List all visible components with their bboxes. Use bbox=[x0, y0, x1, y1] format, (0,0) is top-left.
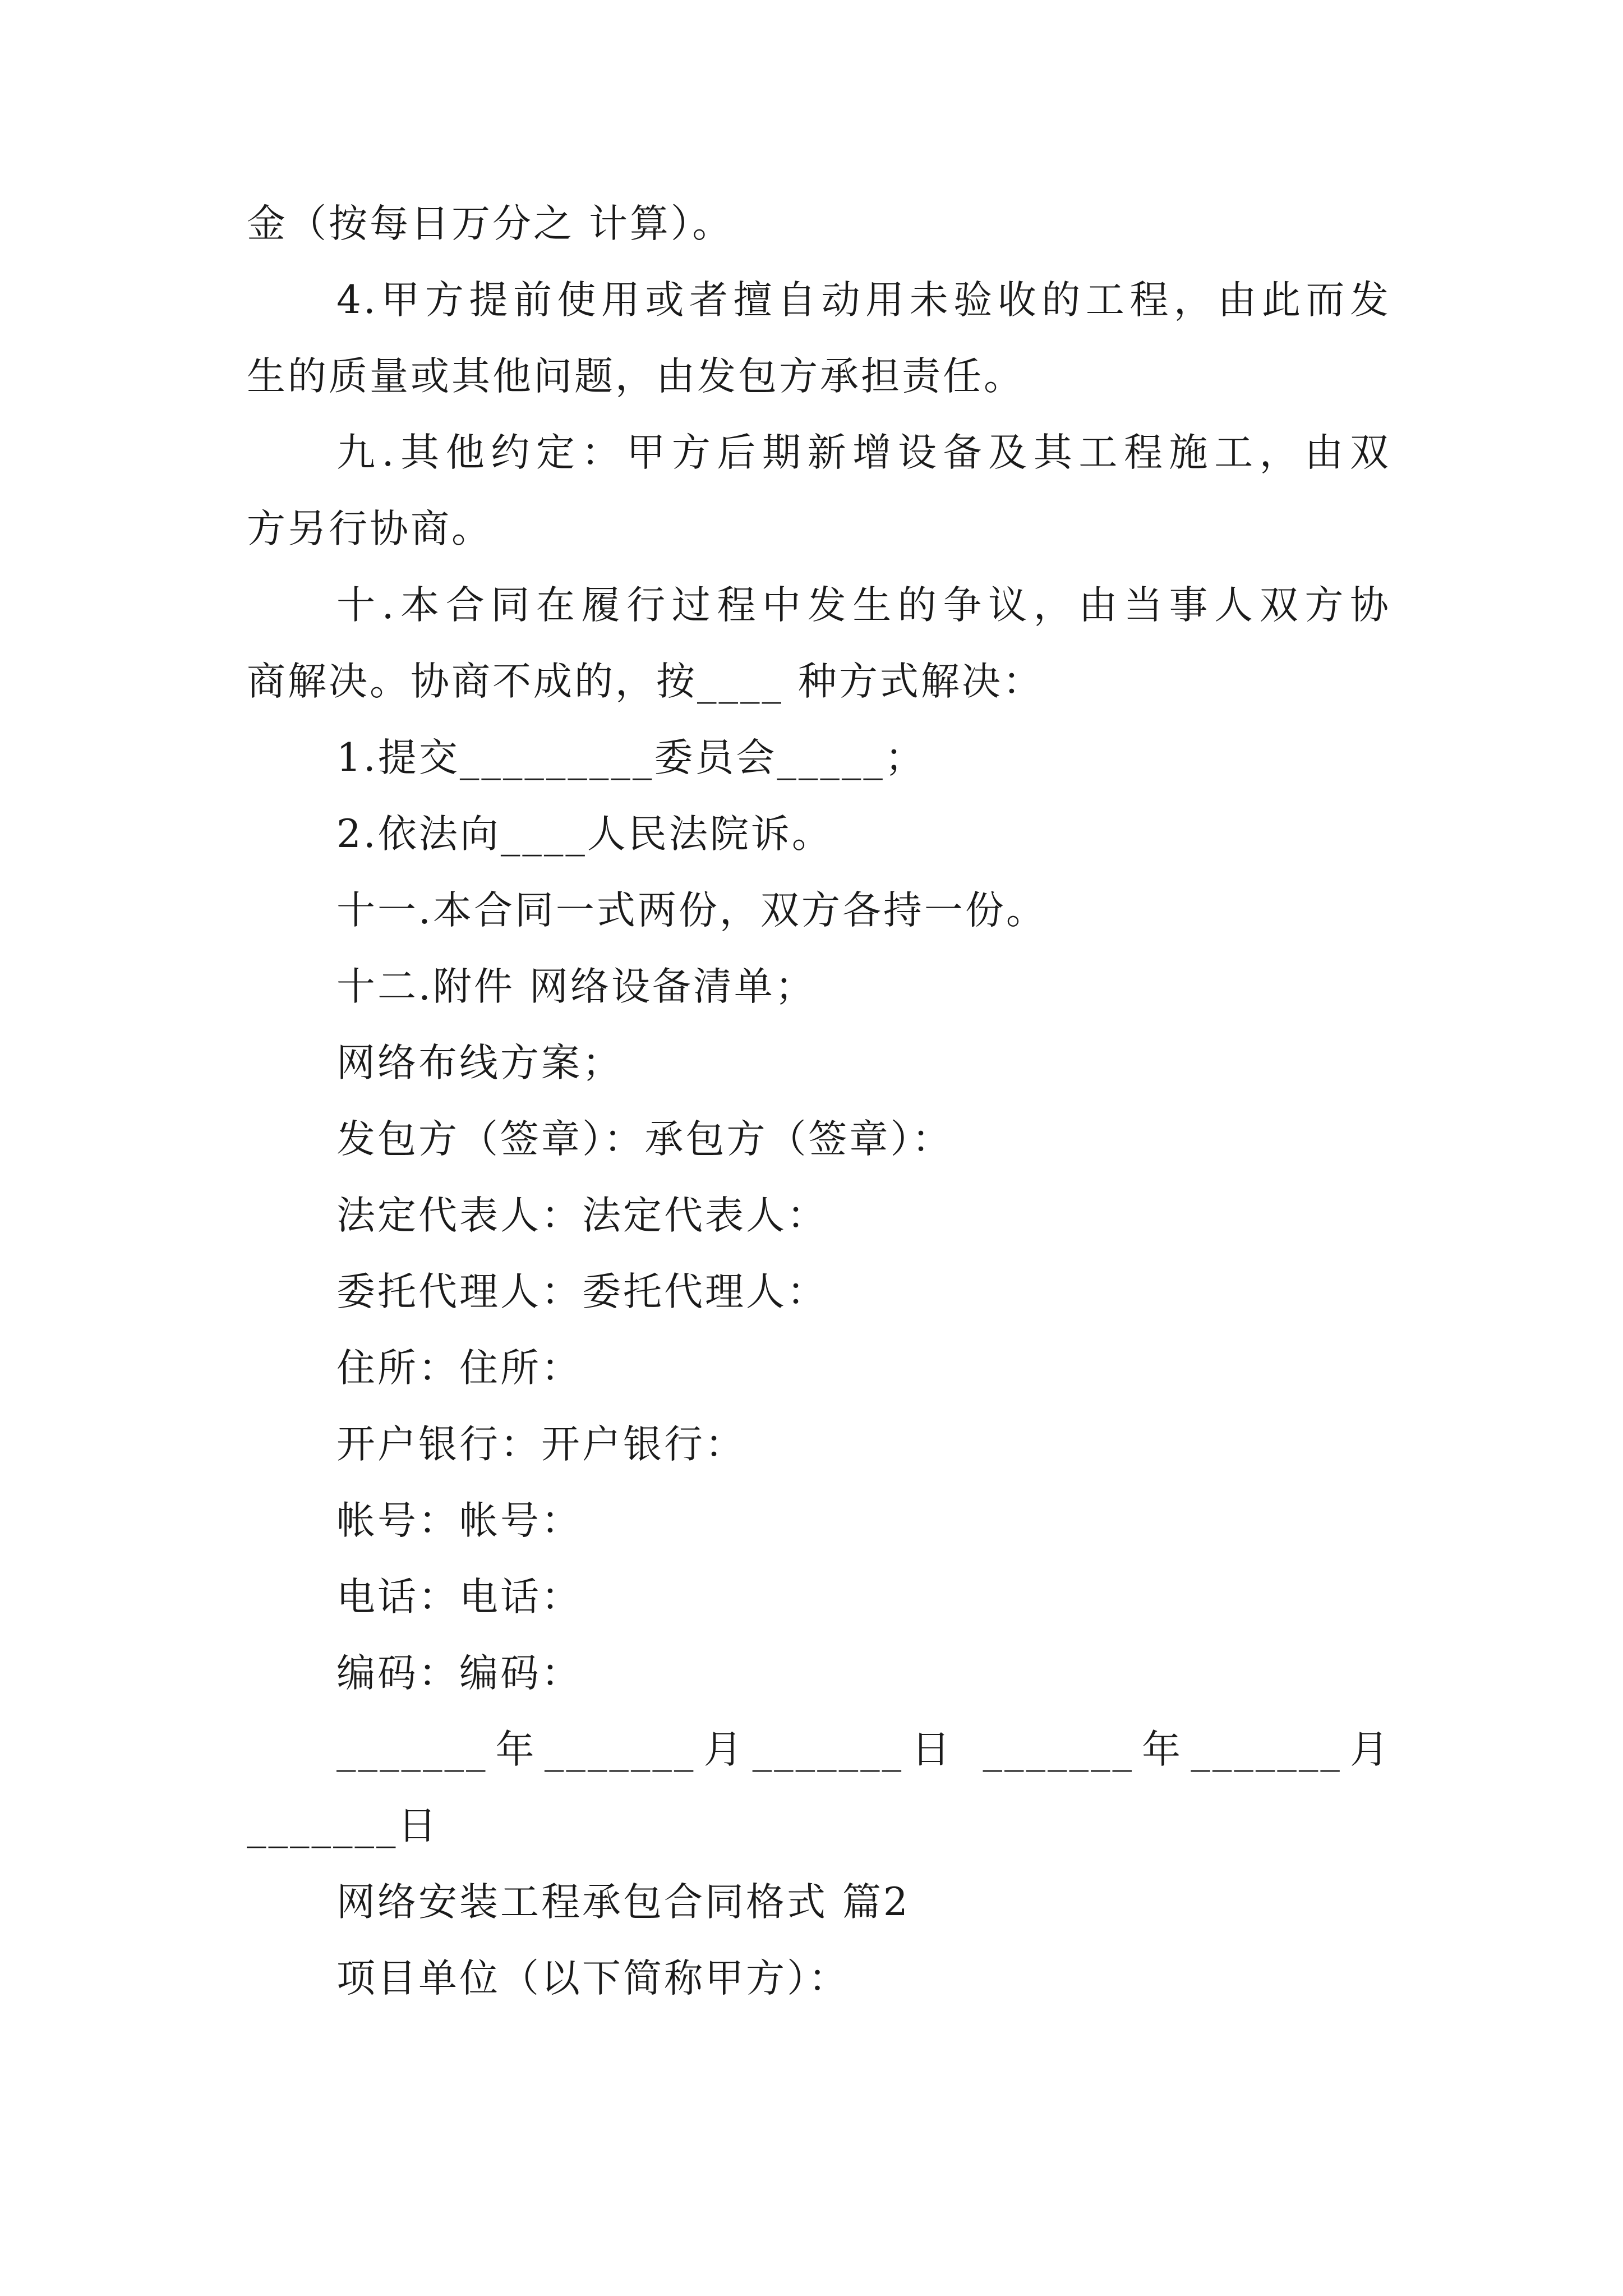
paragraph-line: 九.其他约定：甲方后期新增设备及其工程施工，由双 bbox=[336, 430, 1391, 475]
paragraph-line: 4.甲方提前使用或者擅自动用未验收的工程，由此而发 bbox=[336, 278, 1391, 323]
paragraph-line: 十一.本合同一式两份，双方各持一份。 bbox=[336, 888, 1047, 933]
paragraph-line: 金（按每日万分之 计算）。 bbox=[247, 201, 734, 246]
section-title: 网络安装工程承包合同格式 篇2 bbox=[336, 1880, 910, 1925]
date-line: _______日 bbox=[247, 1803, 439, 1848]
paragraph-line: 帐号：帐号： bbox=[336, 1498, 582, 1543]
paragraph-line: 1.提交_________委员会_____； bbox=[336, 735, 926, 780]
paragraph-line: 生的质量或其他问题，由发包方承担责任。 bbox=[247, 354, 1025, 399]
paragraph-line: 方另行协商。 bbox=[247, 507, 492, 551]
paragraph-line: 十.本合同在履行过程中发生的争议，由当事人双方协 bbox=[336, 583, 1391, 628]
paragraph-line: 商解决。协商不成的，按____ 种方式解决： bbox=[247, 659, 1044, 704]
paragraph-line: 住所：住所： bbox=[336, 1346, 582, 1391]
paragraph-line: 开户银行：开户银行： bbox=[336, 1422, 746, 1467]
date-line: _______年_______月_______日 _______年_______月 bbox=[336, 1727, 1391, 1772]
paragraph-line: 发包方（签章）：承包方（签章）： bbox=[336, 1117, 953, 1162]
paragraph-line: 法定代表人：法定代表人： bbox=[336, 1193, 828, 1238]
paragraph-line: 项目单位（以下简称甲方）： bbox=[336, 1956, 850, 2001]
paragraph-line: 电话：电话： bbox=[336, 1575, 582, 1619]
paragraph-line: 委托代理人：委托代理人： bbox=[336, 1269, 828, 1314]
paragraph-line: 十二.附件 网络设备清单； bbox=[336, 964, 816, 1009]
paragraph-line: 编码：编码： bbox=[336, 1651, 582, 1696]
paragraph-line: 2.依法向____人民法院诉。 bbox=[336, 812, 833, 857]
paragraph-line: 网络布线方案； bbox=[336, 1041, 623, 1085]
